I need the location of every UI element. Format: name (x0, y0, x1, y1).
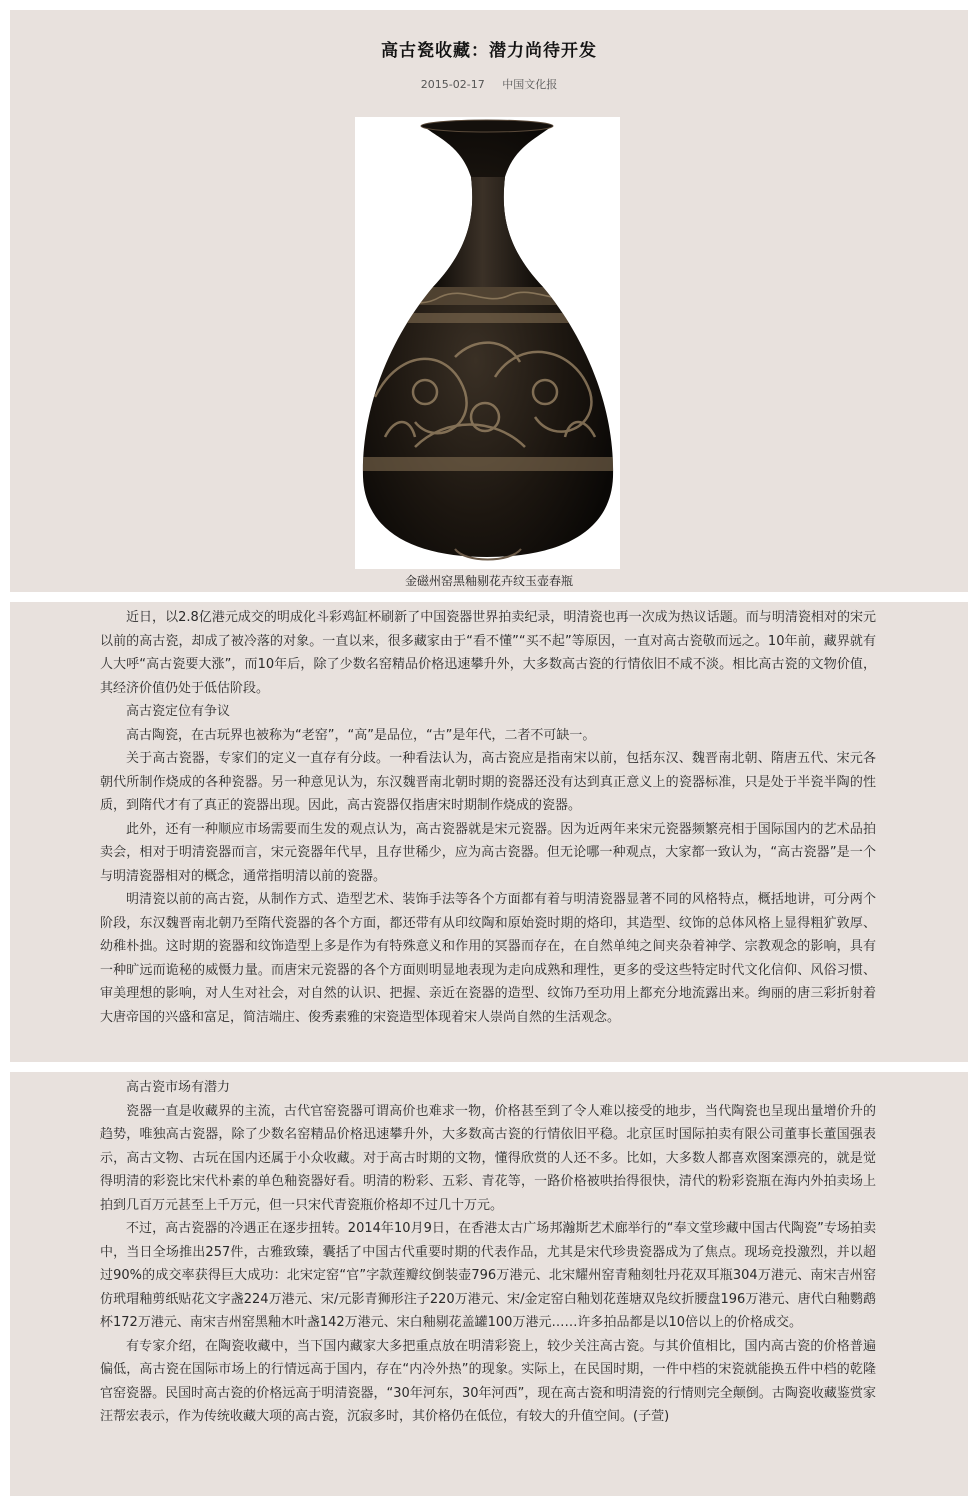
header-panel (10, 10, 968, 592)
paragraph: 近日，以2.8亿港元成交的明成化斗彩鸡缸杯刷新了中国瓷器世界拍卖纪录，明清瓷也再一次成为热议话题。而与明清瓷相对的宋元以前的高古瓷，却成了被冷落的对象。一直以来，很多藏家由于“看不懂”“买不起”等原因，一直对高古瓷敬而远之。10年前，藏界就有人大呼“高古瓷要大涨”，而10年后，除了少数名窑精品价格迅速攀升外，大多数高古瓷的行情依旧不咸不淡。相比高古瓷的文物价值，其经济价值仍处于低估阶段。 (100, 610, 876, 696)
article-title: 高古瓷收藏：潜力尚待开发 (381, 41, 597, 61)
section-heading: 高古瓷定位有争议 (126, 704, 231, 719)
paragraph: 瓷器一直是收藏界的主流，古代官窑瓷器可谓高价也难求一物，价格甚至到了令人难以接受的地步，当代陶瓷也呈现出量增价升的趋势，唯独高古瓷器，除了少数名窑精品价格迅速攀升外，大多数高古瓷的行情依旧平稳。北京匡时国际拍卖有限公司董事长董国强表示，高古文物、古玩在国内还属于小众收藏。对于高古时期的文物，懂得欣赏的人还不多。比如，大多数人都喜欢图案漂亮的，就是觉得明清的彩瓷比宋代朴素的单色釉瓷器好看。明清的粉彩、五彩、青花等，一路价格被哄抬得很快，清代的粉彩瓷瓶在海内外拍卖场上拍到几百万元甚至上千万元，但一只宋代青瓷瓶价格却不过几十万元。 (100, 1103, 876, 1213)
vase-illustration (355, 117, 620, 569)
article-source: 中国文化报 (502, 78, 558, 91)
paragraph: 高古陶瓷，在古玩界也被称为“老窑”，“高”是品位，“古”是年代，二者不可缺一。 (126, 727, 596, 743)
section-one-text (100, 606, 876, 1029)
paragraph: 有专家介绍，在陶瓷收藏中，当下国内藏家大多把重点放在明清彩瓷上，较少关注高古瓷。与其价值相比，国内高古瓷的价格普遍偏低，高古瓷在国际市场上的行情远高于国内，存在“内冷外热”的现象。实际上，在民国时期，一件中档的宋瓷就能换五件中档的乾隆官窑瓷器。民国时高古瓷的价格远高于明清瓷器，“30年河东，30年河西”，现在高古瓷和明清瓷的行情则完全颠倒。古陶瓷收藏鉴赏家汪帮宏表示，作为传统收藏大项的高古瓷，沉寂多时，其价格仍在低位，有较大的升值空间。(子萱) (100, 1338, 876, 1424)
section-two-text (100, 1076, 876, 1429)
paragraph: 此外，还有一种顺应市场需要而生发的观点认为，高古瓷器就是宋元瓷器。因为近两年来宋元瓷器频繁亮相于国际国内的艺术品拍卖会，相对于明清瓷器而言，宋元瓷器年代早，且存世稀少，应为高古瓷器。但无论哪一种观点，大家都一致认为，“高古瓷器”是一个与明清瓷器相对的概念，通常指明清以前的瓷器。 (100, 821, 876, 884)
paragraph: 不过，高古瓷器的冷遇正在逐步扭转。2014年10月9日，在香港太古广场邦瀚斯艺术廊举行的“奉文堂珍藏中国古代陶瓷”专场拍卖中，当日全场推出257件，古雅致臻，囊括了中国古代重要时期的代表作品，尤其是宋代珍贵瓷器成为了焦点。现场竞投激烈，并以超过90%的成交率获得巨大成功：北宋定窑“官”字款莲瓣纹倒装壶796万港元、北宋耀州窑青釉刻牡丹花双耳瓶304万港元、南宋吉州窑仿玳瑁釉剪纸贴花文字盏224万港元、宋/元影青狮形注子220万港元、宋/金定窑白釉划花莲塘双凫纹折腰盘196万港元、唐代白釉鹦鹉杯172万港元、南宋吉州窑黑釉木叶盏142万港元、宋白釉剔花盖罐100万港元……许多拍品都是以10倍以上的价格成交。 (100, 1221, 876, 1330)
article-meta (10, 76, 968, 92)
article-date: 2015-02-17 (420, 78, 485, 91)
section-heading: 高古瓷市场有潜力 (126, 1080, 231, 1095)
section-one-panel (10, 602, 968, 1062)
paragraph: 明清瓷以前的高古瓷，从制作方式、造型艺术、装饰手法等各个方面都有着与明清瓷器显著不同的风格特点，概括地讲，可分两个阶段，东汉魏晋南北朝乃至隋代瓷器的各个方面，都还带有从印纹陶和原始瓷时期的烙印，其造型、纹饰的总体风格上显得粗犷敦厚、幼稚朴拙。这时期的瓷器和纹饰造型上多是作为有特殊意义和作用的冥器而存在，在自然单纯之间夹杂着神学、宗教观念的影响，具有一种旷远而诡秘的威慑力量。而唐宋元瓷器的各个方面则明显地表现为走向成熟和理性，更多的受这些特定时代文化信仰、风俗习惯、审美理想的影响，对人生对社会，对自然的认识、把握、亲近在瓷器的造型、纹饰乃至功用上都充分地流露出来。绚丽的唐三彩折射着大唐帝国的兴盛和富足，简洁端庄、俊秀素雅的宋瓷造型体现着宋人崇尚自然的生活观念。 (100, 892, 876, 1025)
section-two-panel (10, 1072, 968, 1496)
paragraph: 关于高古瓷器，专家们的定义一直存有分歧。一种看法认为，高古瓷应是指南宋以前，包括东汉、魏晋南北朝、隋唐五代、宋元各朝代所制作烧成的各种瓷器。另一种意见认为，东汉魏晋南北朝时期的瓷器还没有达到真正意义上的瓷器标准，只是处于半瓷半陶的性质，到隋代才有了真正的瓷器出现。因此，高古瓷器仅指唐宋时期制作烧成的瓷器。 (100, 751, 876, 813)
image-caption: 金磁州窑黑釉剔花卉纹玉壶春瓶 (404, 574, 573, 588)
vase-photo (355, 117, 620, 569)
